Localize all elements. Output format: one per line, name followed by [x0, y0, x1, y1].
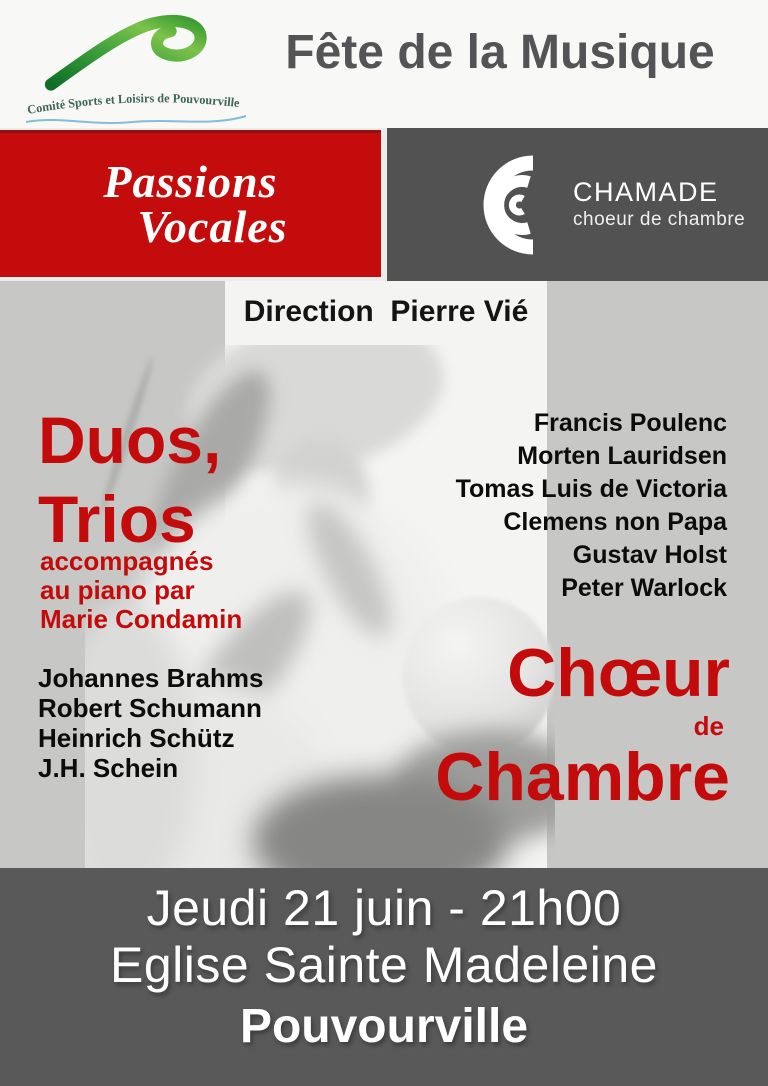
choir-logo-text: [573, 177, 745, 232]
accompaniment-line2: au piano par: [40, 575, 195, 605]
composer: Francis Poulenc: [533, 409, 727, 437]
choir-type-heading: [435, 635, 730, 815]
program-left-heading-line1: Duos,: [38, 403, 222, 477]
wavy-line-icon: [26, 116, 246, 123]
organizer-logo: [18, 2, 256, 126]
composer: Peter Warlock: [561, 574, 727, 602]
program-left-heading-line2: Trios: [38, 482, 196, 556]
event-venue: Eglise Sainte Madeleine: [110, 937, 658, 993]
direction-credit: Direction Pierre Vié: [243, 295, 529, 328]
choir-subtitle: choeur de chambre: [573, 209, 746, 230]
program-title-banner: [0, 130, 381, 277]
choir-type-line2: de: [693, 711, 724, 741]
composer: Clemens non Papa: [503, 508, 727, 536]
organizer-caption-text: Comité Sports et Loisirs de Pouvourville: [26, 91, 241, 117]
composer-list-right: [456, 407, 727, 605]
program-left-heading: [38, 401, 221, 559]
concentric-c-arcs-icon: [479, 150, 557, 260]
composer: J.H. Schein: [38, 753, 179, 783]
composer: Gustav Holst: [572, 541, 727, 569]
accompaniment-note: [40, 547, 242, 634]
svg-text:Comité Sports et Loisirs de Po: [26, 91, 241, 117]
event-details-footer: [0, 868, 768, 1086]
choir-name: CHAMADE: [573, 177, 719, 207]
event-datetime: Jeudi 21 juin - 21h00: [146, 880, 622, 936]
composer-list-left: [38, 663, 263, 783]
green-swoosh-icon: [36, 6, 236, 92]
choir-type-line1: Chœur: [507, 635, 730, 711]
choir-type-line3: Chambre: [435, 739, 730, 815]
program-title-line1: Passions: [103, 156, 278, 207]
program-title-line2: Vocales: [137, 201, 288, 252]
event-title: Fête de la Musique: [285, 26, 715, 79]
composer: Morten Lauridsen: [517, 442, 727, 470]
poster-body: [0, 281, 768, 868]
accompaniment-line1: accompagnés: [40, 546, 214, 576]
composer: Johannes Brahms: [38, 663, 264, 693]
composer: Robert Schumann: [38, 693, 262, 723]
event-city: Pouvourville: [239, 1000, 529, 1053]
composer: Heinrich Schütz: [38, 723, 235, 753]
composer: Tomas Luis de Victoria: [455, 475, 727, 503]
choir-banner: [387, 128, 768, 281]
accompaniment-line3: Marie Condamin: [40, 604, 243, 634]
poster-header: [0, 0, 768, 128]
organizer-caption: [18, 86, 256, 128]
